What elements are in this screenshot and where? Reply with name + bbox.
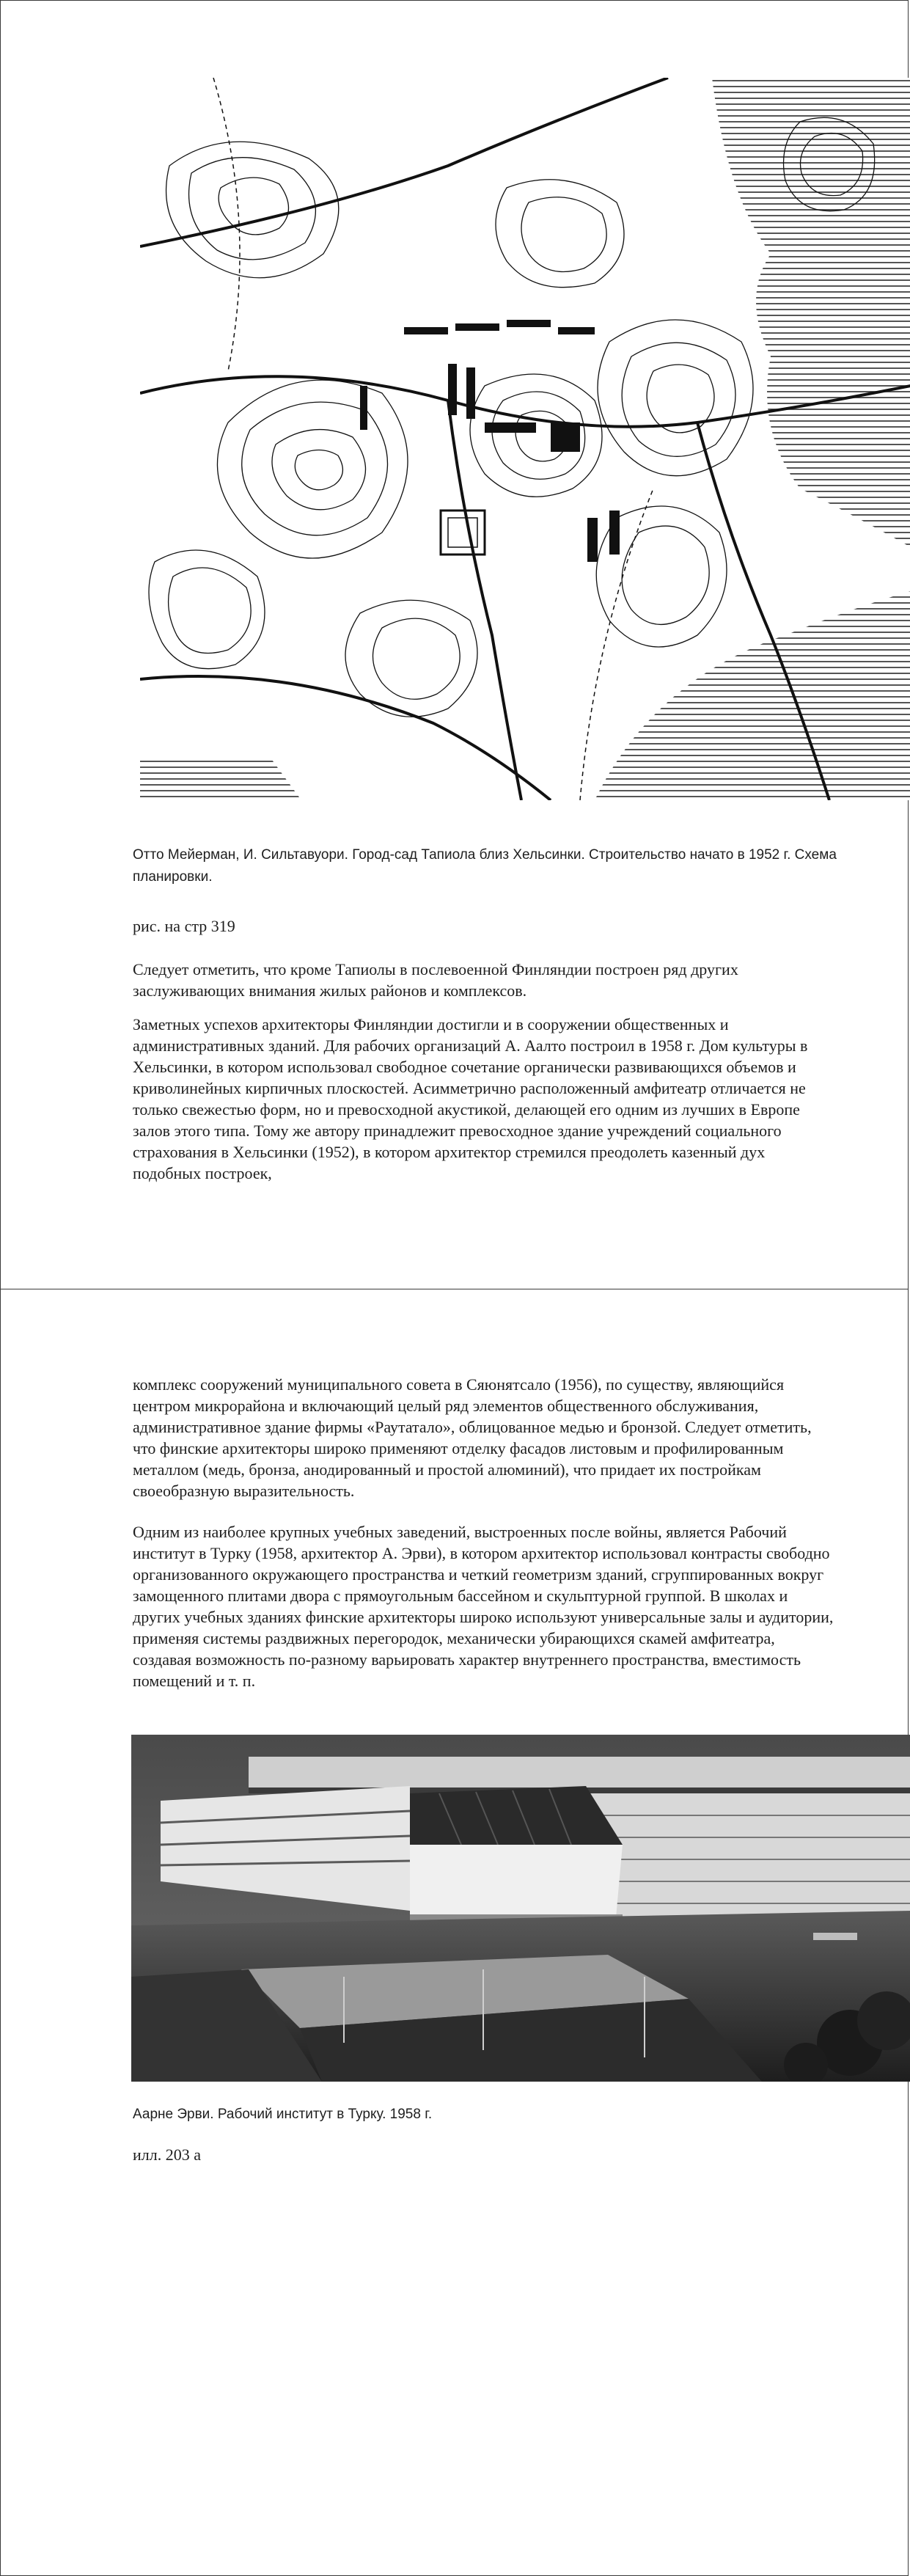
paragraph-other-districts: Следует отметить, что кроме Тапиолы в послевоенной Финляндии построен ряд других заслуживающих внимания жилых районов и комплексов.	[133, 960, 738, 1000]
plan-caption: Отто Мейерман, И. Сильтавуори. Город-сад Тапиола близ Хельсинки. Строительство начато в 1952 г. Схема планировки.	[133, 847, 837, 885]
document-page-2	[0, 1289, 909, 2576]
institute-photo-image	[131, 1735, 910, 2082]
paragraph-municipal-complex: комплекс сооружений муниципального совета в Сяюнятсало (1956), по существу, являющийся центром микрорайона и включающий целый ряд элементов общественного обслуживания, административное здание фирмы «Раутатало», облицованное медью и бронзой. Следует отметить, что финские архитекторы широко применяют отделку фасадов листовым и профилированным металлом (медь, бронза, анодированный и простой алюминий), что придает их постройкам своеобразную выразительность.	[133, 1375, 812, 1500]
paragraph-public-buildings: Заметных успехов архитекторы Финляндии достигли и в сооружении общественных и административных зданий. Для рабочих организаций А. Аалто построил в 1958 г. Дом культуры в Хельсинки, в котором использовал свободное сочетание органически развивающихся объемов и криволинейных кирпичных плоскостей. Асимметрично расположенный амфитеатр отличается не только свежестью форм, но и превосходной акустикой, делающей его одним из лучших в Европе залов этого типа. Тому же автору принадлежит превосходное здание учреждений социального страхования в Хельсинки (1952), в котором архитектор стремился преодолеть казенный дух подобных построек,	[133, 1015, 808, 1182]
site-plan-drawing	[140, 78, 910, 800]
document-page-1	[0, 0, 909, 1289]
photo-caption: Аарне Эрви. Рабочий институт в Турку. 1958 г.	[133, 2107, 433, 2122]
plan-figure-reference: рис. на стр 319	[133, 917, 235, 935]
workers-institute-photo	[131, 1735, 910, 2082]
photo-illustration-reference: илл. 203 а	[133, 2145, 201, 2164]
paragraph-workers-institute: Одним из наиболее крупных учебных заведений, выстроенных после войны, является Рабочий институт в Турку (1958, архитектор А. Эрви), в котором архитектор использовал контрасты свободно организованного окружающего пространства и четкий геометризм зданий, сгруппированных вокруг замощенного плитами двора с прямоугольным бассейном и скульптурной группой. В школах и других учебных зданиях финские архитекторы широко используют универсальные залы и аудитории, применяя системы раздвижных перегородок, механически убирающихся скамей амфитеатра, создавая возможность по-разному варьировать характер внутреннего пространства, вместимость помещений и т. п.	[133, 1523, 834, 1690]
tapiola-site-plan	[140, 78, 910, 800]
